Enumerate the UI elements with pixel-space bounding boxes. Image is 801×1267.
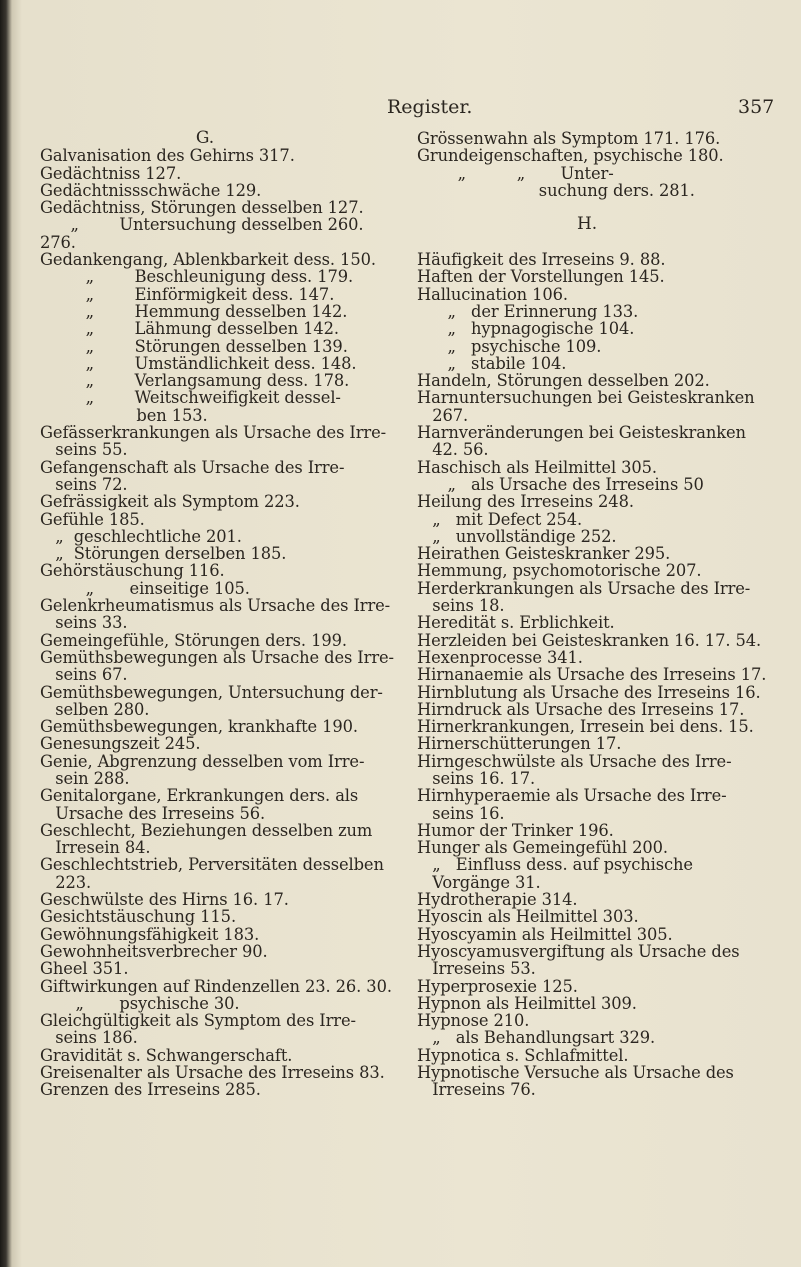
index-entry: „ Störungen desselben 139. <box>40 336 348 356</box>
index-column-right <box>417 129 767 1100</box>
index-entry: Hunger als Gemeingefühl 200. <box>417 838 668 858</box>
index-entry: Grenzen des Irreseins 285. <box>40 1080 261 1100</box>
index-entry: Hypnose 210. <box>417 1011 530 1031</box>
index-entry: Irreseins 53. <box>417 959 536 979</box>
index-entry: „ Beschleunigung dess. 179. <box>40 267 354 287</box>
index-entry: Gedächtniss, Störungen desselben 127. <box>40 198 364 218</box>
index-entry: Vorgänge 31. <box>417 872 541 892</box>
index-column-left <box>40 128 394 1100</box>
index-entry: Hemmung, psychomotorische 207. <box>417 561 702 581</box>
index-entry: Hirndruck als Ursache des Irreseins 17. <box>417 699 745 719</box>
index-entry: „ geschlechtliche 201. <box>40 526 242 546</box>
index-entry: Hirngeschwülste als Ursache des Irre- <box>417 751 732 771</box>
index-entry: Herderkrankungen als Ursache des Irre- <box>417 578 751 598</box>
index-entry: 223. <box>40 872 92 892</box>
index-entry: 267. <box>417 405 469 425</box>
index-entry: Gefässerkrankungen als Ursache des Irre- <box>40 423 387 443</box>
page-header <box>0 96 801 126</box>
index-entry: Hyoscyamin als Heilmittel 305. <box>417 924 673 944</box>
index-entry <box>417 234 757 251</box>
index-entry: „ unvollständige 252. <box>417 526 617 546</box>
index-entry: sein 288. <box>40 768 130 788</box>
index-entry: Haften der Vorstellungen 145. <box>417 267 665 287</box>
index-entry: Hallucination 106. <box>417 284 568 304</box>
index-entry: Harnuntersuchungen bei Geisteskranken <box>417 388 755 408</box>
index-entry: Irresein 84. <box>40 838 151 858</box>
index-entry: Geschlecht, Beziehungen desselben zum <box>40 820 373 840</box>
index-entry: Hydrotherapie 314. <box>417 890 578 910</box>
index-entry: Gedächtniss 127. <box>40 163 182 183</box>
index-entry: seins 67. <box>40 665 128 685</box>
index-entry: Heredität s. Erblichkeit. <box>417 613 615 633</box>
index-entry: „ Umständlichkeit dess. 148. <box>40 353 357 373</box>
index-entry: seins 186. <box>40 1028 138 1048</box>
index-entry: Gemüthsbewegungen als Ursache des Irre- <box>40 647 394 667</box>
section-letter: H. <box>576 214 598 235</box>
index-entry: 42. 56. <box>417 440 489 460</box>
index-entry: „ Verlangsamung dess. 178. <box>40 371 350 391</box>
index-entry: „ Lähmung desselben 142. <box>40 319 340 339</box>
index-entry: „ psychische 30. <box>40 993 240 1013</box>
index-entry: Heilung des Irreseins 248. <box>417 492 634 512</box>
index-entry: Gleichgültigkeit als Symptom des Irre- <box>40 1011 356 1031</box>
index-entry: „ Hemmung desselben 142. <box>40 301 348 321</box>
index-entry: Grundeigenschaften, psychische 180. <box>417 146 724 166</box>
index-entry: „ einseitige 105. <box>40 578 250 598</box>
index-entry: Gefangenschaft als Ursache des Irre- <box>40 457 345 477</box>
index-entry: ben 153. <box>40 405 208 425</box>
index-entry: Genitalorgane, Erkrankungen ders. als <box>40 786 359 806</box>
index-entry: Hyoscin als Heilmittel 303. <box>417 907 639 927</box>
index-entry: „ als Behandlungsart 329. <box>417 1028 656 1048</box>
index-entry: Hirnhyperaemie als Ursache des Irre- <box>417 786 727 806</box>
index-entry: Herzleiden bei Geisteskranken 16. 17. 54. <box>417 630 762 650</box>
index-entry: Hypnotica s. Schlafmittel. <box>417 1045 629 1065</box>
index-entry: Häufigkeit des Irreseins 9. 88. <box>417 250 666 270</box>
index-entry: Gemeingefühle, Störungen ders. 199. <box>40 630 347 650</box>
index-entry: Gedächtnissschwäche 129. <box>40 180 262 200</box>
index-entry: Hexenprocesse 341. <box>417 647 583 667</box>
index-entry: Grössenwahn als Symptom 171. 176. <box>417 129 721 148</box>
index-entry: „ hypnagogische 104. <box>417 319 635 339</box>
index-entry: seins 18. <box>417 596 505 616</box>
index-entry: Hirnerkrankungen, Irresein bei dens. 15. <box>417 717 754 737</box>
index-entry: Hypnotische Versuche als Ursache des <box>417 1063 734 1083</box>
index-entry: Hirnerschütterungen 17. <box>417 734 622 754</box>
index-entry: Gefrässigkeit als Symptom 223. <box>40 492 300 512</box>
index-entry: Handeln, Störungen desselben 202. <box>417 371 710 391</box>
index-entry: Gravidität s. Schwangerschaft. <box>40 1045 293 1065</box>
index-entry: „ der Erinnerung 133. <box>417 301 639 321</box>
index-entry: „ Einfluss dess. auf psychische <box>417 855 693 875</box>
index-entry: Hirnanaemie als Ursache des Irreseins 17. <box>417 665 767 685</box>
index-entry: Hyoscyamusvergiftung als Ursache des <box>417 941 740 961</box>
index-entry: Geschwülste des Hirns 16. 17. <box>40 890 289 910</box>
running-title: Register. <box>387 96 473 118</box>
index-entry: Gemüthsbewegungen, krankhafte 190. <box>40 717 358 737</box>
index-entry: „ Weitschweifigkeit dessel- <box>40 388 341 408</box>
index-entry: Giftwirkungen auf Rindenzellen 23. 26. 30. <box>40 976 392 996</box>
index-entry: Gemüthsbewegungen, Untersuchung der- <box>40 682 383 702</box>
index-entry: Gewöhnungsfähigkeit 183. <box>40 924 260 944</box>
index-entry: Genie, Abgrenzung desselben vom Irre- <box>40 751 365 771</box>
index-entry: Irreseins 76. <box>417 1080 536 1100</box>
index-entry: Ursache des Irreseins 56. <box>40 803 266 823</box>
index-entry: Harnveränderungen bei Geisteskranken <box>417 423 746 443</box>
index-entry: suchung ders. 281. <box>417 180 695 200</box>
index-entry: Galvanisation des Gehirns 317. <box>40 146 295 166</box>
index-entry: „ mit Defect 254. <box>417 509 583 529</box>
index-entry: seins 16. 17. <box>417 768 536 788</box>
section-letter: G. <box>195 128 215 148</box>
index-entry: seins 72. <box>40 474 128 494</box>
index-entry: Genesungszeit 245. <box>40 734 201 754</box>
index-entry: „ „ Unter- <box>417 163 614 183</box>
page-number: 357 <box>738 96 775 118</box>
index-entry: Humor der Trinker 196. <box>417 820 614 840</box>
index-entry: Gheel 351. <box>40 959 129 979</box>
index-entry: Hypnon als Heilmittel 309. <box>417 993 637 1013</box>
index-entry: Gesichtstäuschung 115. <box>40 907 237 927</box>
index-entry: Hirnblutung als Ursache des Irreseins 16. <box>417 682 761 702</box>
index-entry: seins 33. <box>40 613 128 633</box>
index-entry: selben 280. <box>40 699 150 719</box>
index-entry: Greisenalter als Ursache des Irreseins 83. <box>40 1063 385 1083</box>
index-entry: „ als Ursache des Irreseins 50 <box>417 474 704 494</box>
index-entry: Gewohnheitsverbrecher 90. <box>40 941 268 961</box>
index-entry: Gehörstäuschung 116. <box>40 561 225 581</box>
index-entry: „ Einförmigkeit dess. 147. <box>40 284 335 304</box>
index-entry: 276. <box>40 232 76 252</box>
index-entry: „ psychische 109. <box>417 336 602 356</box>
index-entry: Haschisch als Heilmittel 305. <box>417 457 657 477</box>
index-entry: seins 16. <box>417 803 505 823</box>
index-entry: „ stabile 104. <box>417 353 567 373</box>
index-entry: „ Störungen derselben 185. <box>40 544 287 564</box>
index-entry: seins 55. <box>40 440 128 460</box>
index-entry: „ Untersuchung desselben 260. <box>40 215 364 235</box>
index-entry: Geschlechtstrieb, Perversitäten desselben <box>40 855 384 875</box>
index-entry: Hyperprosexie 125. <box>417 976 578 996</box>
index-entry: Gefühle 185. <box>40 509 145 529</box>
index-entry: Heirathen Geisteskranker 295. <box>417 544 671 564</box>
index-entry: Gelenkrheumatismus als Ursache des Irre- <box>40 596 391 616</box>
index-entry: Gedankengang, Ablenkbarkeit dess. 150. <box>40 250 376 270</box>
